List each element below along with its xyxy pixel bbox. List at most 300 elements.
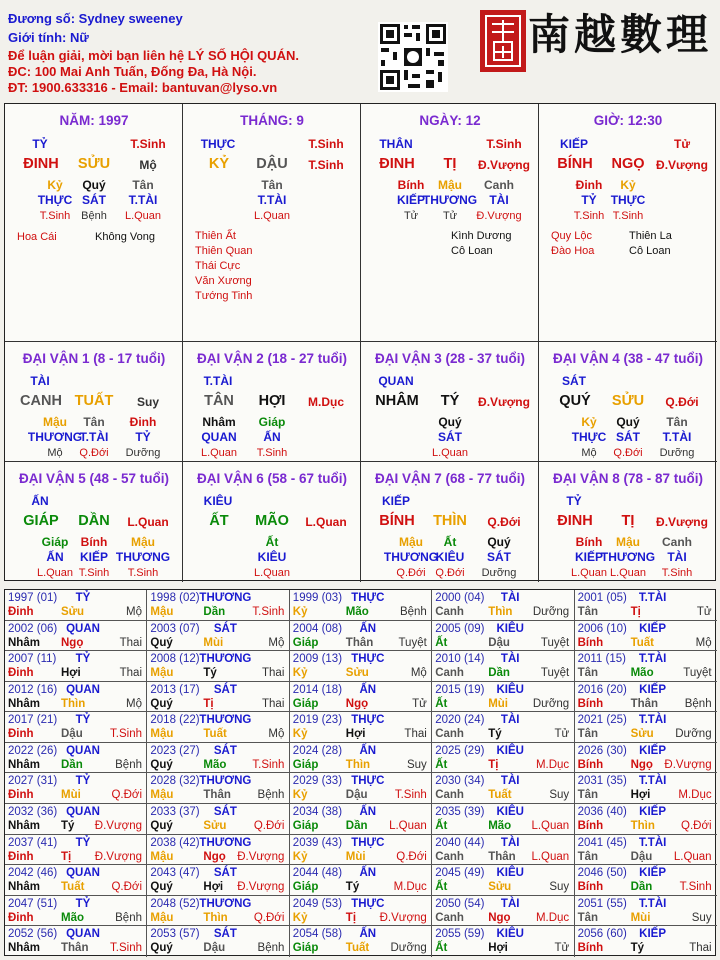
daivan-hidden-ten-god: SÁT [616,430,640,444]
year-label: 2014 (18) [292,683,343,696]
year-label: 2015 (19) [435,683,485,696]
pillar-star: Đào Hoa [551,245,595,257]
daivan-hidden-ten-god: SÁT [438,430,462,444]
daivan-hidden-stage: Mộ [581,447,597,459]
year-label: 2022 (26) [8,744,58,757]
year-stage: Thai [404,728,427,741]
year-stage: L.Quan [389,820,427,833]
year-ten-god: TÀI [500,775,520,788]
year-label: 2052 (56) [8,928,58,941]
year-branch: Ngọ [488,911,511,924]
pillar-stage: Đ.Vượng [656,158,708,172]
year-ten-god: KIÊU [496,622,524,635]
owner-name: Đương số: Sydney sweeney [8,11,183,26]
year-branch: Thân [488,850,516,863]
year-label: 2011 (15) [577,653,626,666]
pillar-stem: ĐINH [379,156,415,172]
daivan-hidden-stem: Canh [662,535,692,549]
year-label: 2054 (58) [292,928,343,941]
year-label: 2042 (46) [8,867,58,880]
hidden-stem: Bính [397,178,425,192]
year-label: 2009 (13) [292,653,343,666]
year-branch: Tuất [345,942,370,955]
year-stem: Canh [435,728,464,741]
hidden-stage: Tử [442,210,458,222]
year-ten-god: SÁT [213,867,237,880]
year-ten-god: KIẾP [639,683,667,696]
year-stem: Đinh [8,667,34,680]
daivan-stem: BÍNH [379,513,415,529]
year-stage: T.Sinh [679,881,712,894]
year-branch: Mão [203,758,227,771]
daivan-hidden-stem: Mậu [399,535,423,549]
year-stage: Q.Đới [681,820,712,833]
year-ten-god: THƯƠNG [199,653,252,666]
year-stem: Đinh [8,728,34,741]
year-branch: Sửu [488,881,512,894]
year-branch: Tị [345,911,357,924]
daivan-stem: QUÝ [559,393,591,409]
year-branch: Ngọ [61,636,84,649]
year-label: 2049 (53) [292,897,343,910]
pillar-right-ten-god: T.Sinh [486,137,522,151]
year-ten-god: TÀI [500,592,520,604]
year-ten-god: THƯƠNG [199,775,252,788]
daivan-hidden-stem: Tân [666,415,688,429]
daivan-hidden-stem: Bính [80,535,108,549]
year-branch: Tuất [630,636,655,649]
year-stage: Dưỡng [390,942,427,955]
daivan-branch: THÌN [433,513,467,529]
pillar-stage: Mộ [139,158,157,172]
pillar-star: Quy Lộc [551,230,592,242]
daivan-ten-god: SÁT [562,374,586,388]
hidden-ten-god: TÀI [489,193,509,207]
year-stage: Tử [554,942,570,955]
year-branch: Tị [630,606,641,618]
year-stem: Bính [577,820,604,833]
year-label: 2043 (47) [150,867,200,880]
year-label: 1999 (03) [292,592,343,604]
hidden-stage: Tử [403,210,419,222]
year-branch: Tuất [61,881,85,894]
year-branch: Thìn [203,911,228,924]
daivan-stem: NHÂM [375,393,419,409]
year-ten-god: TỶ [75,592,91,604]
daivan-stage: L.Quan [305,515,347,529]
year-stem: Quý [150,697,173,710]
year-label: 2028 (32) [150,775,200,788]
year-stem: Giáp [292,636,319,649]
pillar-ten-god: THÂN [379,137,413,151]
pillar-stem: KỶ [208,156,230,172]
pillar-stage: Đ.Vượng [478,158,530,172]
year-stem: Tân [577,667,599,680]
daivan-hidden-stem: Ất [443,535,457,549]
year-stem: Quý [150,636,173,649]
hidden-ten-god: KIẾP [396,193,426,207]
year-ten-god: THỰC [351,653,385,666]
year-label: 2046 (50) [577,867,627,880]
year-label: 2029 (33) [292,775,343,788]
daivan-hidden-ten-god: ẤN [46,550,64,564]
year-label: 2008 (12) [150,653,200,666]
daivan-hidden-stage: L.Quan [431,447,469,459]
year-stem: Giáp [292,942,319,955]
year-label: 2021 (25) [577,714,627,727]
pillar-star: Tướng Tinh [195,290,253,302]
daivan-title: ĐẠI VẬN 7 (68 - 77 tuổi) [374,471,526,486]
year-label: 2056 (60) [577,928,627,941]
year-stem: Nhâm [8,881,40,894]
year-ten-god: SÁT [213,683,237,696]
year-branch: Dậu [203,942,226,955]
daivan-hidden-ten-god: TỶ [135,430,151,444]
daivan-branch: TUẤT [74,393,114,409]
hidden-stage: T.Sinh [39,210,71,222]
daivan-title: ĐẠI VẬN 2 (18 - 27 tuổi) [196,351,348,366]
year-label: 2013 (17) [150,683,200,696]
year-ten-god: SÁT [213,806,237,819]
year-stage: Đ.Vượng [379,911,427,924]
year-label: 2031 (35) [577,775,627,788]
year-branch: Hợi [345,728,366,741]
year-stage: M.Dục [535,911,570,924]
year-stem: Tân [577,728,599,741]
year-label: 2018 (22) [150,714,200,727]
year-stage: M.Dục [678,789,712,802]
year-stage: M.Dục [393,881,427,894]
pillar-title: NGÀY: 12 [419,113,481,128]
year-branch: Hợi [203,881,224,894]
daivan-stage: Suy [136,395,160,409]
year-ten-god: TÀI [500,653,520,666]
daivan-hidden-stage: Dưỡng [125,447,161,459]
daivan-branch: SỬU [611,393,645,409]
year-label: 2002 (06) [8,622,58,635]
daivan-hidden-ten-god: KIẾP [574,550,604,564]
year-stem: Tân [577,789,599,802]
year-stem: Ất [435,881,448,894]
hidden-ten-god: SÁT [82,193,106,207]
year-branch: Thân [345,636,374,649]
daivan-title: ĐẠI VẬN 1 (8 - 17 tuổi) [22,351,166,366]
daivan-hidden-stem: Mậu [43,415,67,429]
daivan-ten-god: T.TÀI [203,374,233,388]
year-stem: Giáp [292,697,319,710]
year-label: 2000 (04) [435,592,485,604]
daivan-hidden-ten-god: KIẾP [79,550,109,564]
hidden-stem: Kỷ [47,178,63,192]
daivan-hidden-ten-god: THƯƠNG [27,430,83,444]
year-ten-god: ẤN [359,683,377,696]
daivan-ten-god: TỶ [566,494,582,508]
year-stem: Đinh [8,789,34,802]
pillar-right-ten-god: Tử [673,137,691,151]
year-branch: Thân [61,942,89,955]
year-stage: Đ.Vượng [237,850,285,863]
year-branch: Hợi [630,789,651,802]
year-stem: Nhâm [8,942,40,955]
pillar-chart [4,103,716,581]
year-branch: Dậu [345,789,368,802]
daivan-stage: Q.Đới [487,515,521,529]
year-stem: Bính [577,697,604,710]
year-label: 2024 (28) [292,744,343,757]
year-ten-god: ẤN [359,867,377,880]
year-branch: Dần [630,881,653,894]
year-ten-god: THƯƠNG [199,897,252,910]
year-label: 2023 (27) [150,744,200,757]
pillar-star: Cô Loan [451,245,493,257]
year-stem: Mậu [150,789,174,802]
year-branch: Hợi [488,942,508,955]
daivan-title: ĐẠI VẬN 3 (28 - 37 tuổi) [374,351,526,366]
year-label: 2053 (57) [150,928,200,941]
year-branch: Ngọ [630,758,653,771]
hidden-stage: L.Quan [124,210,162,222]
year-label: 2016 (20) [577,683,627,696]
year-label: 2005 (09) [435,622,485,635]
year-label: 2033 (37) [150,806,200,819]
year-branch: Dần [345,820,368,833]
pillar-star: Kình Dương [451,230,512,242]
address: ĐC: 100 Mai Anh Tuấn, Đống Đa, Hà Nội. [8,64,257,79]
year-branch: Thìn [345,758,371,771]
daivan-hidden-ten-god: KIÊU [435,550,465,564]
year-stage: T.Sinh [252,606,285,618]
year-stem: Canh [435,911,464,924]
year-ten-god: QUAN [66,806,100,819]
year-stage: Suy [549,789,570,802]
year-ten-god: ẤN [359,806,377,819]
year-stem: Kỷ [292,911,308,924]
pillar-star: Hoa Cái [17,231,57,243]
year-branch: Thân [630,697,659,710]
year-stem: Bính [577,636,604,649]
year-branch: Sửu [61,606,85,618]
daivan-hidden-stage: T.Sinh [127,567,159,579]
daivan-hidden-ten-god: KIÊU [257,550,287,564]
year-branch: Mão [345,606,369,618]
daivan-stage: Đ.Vượng [478,395,530,409]
year-stem: Bính [577,942,604,955]
year-label: 2055 (59) [435,928,485,941]
year-label: 2035 (39) [435,806,485,819]
brand-logo: 南越數理 [528,10,713,59]
year-stage: Tử [554,728,570,741]
year-branch: Dần [61,758,83,771]
daivan-hidden-stage: L.Quan [609,567,647,579]
daivan-hidden-stage: Q.Đới [435,567,465,579]
daivan-hidden-ten-god: THƯƠNG [383,550,439,564]
year-stage: Đ.Vượng [237,881,285,894]
year-stem: Canh [435,789,464,802]
year-label: 2044 (48) [292,867,343,880]
year-stem: Ất [435,636,448,649]
pillar-star: Thái Cực [195,260,241,272]
year-stem: Quý [150,758,173,771]
pillar-star: Cô Loan [629,245,671,257]
year-stem: Ất [435,820,448,833]
daivan-stage: Đ.Vượng [656,515,708,529]
year-stage: Đ.Vượng [94,820,142,833]
daivan-stage: Q.Đới [665,395,699,409]
hidden-ten-god: TỶ [581,193,597,207]
year-stem: Mậu [150,728,174,741]
year-stage: Thai [262,697,285,710]
year-stage: Đ.Vượng [94,850,142,863]
year-ten-god: THƯƠNG [199,592,252,604]
daivan-hidden-stem: Giáp [258,415,286,429]
daivan-hidden-stage: Q.Đới [79,447,109,459]
year-branch: Mùi [61,789,81,802]
year-branch: Dậu [630,850,653,863]
year-stage: Dưỡng [532,606,570,618]
year-label: 2020 (24) [435,714,485,727]
qr-code-icon [378,22,448,92]
year-branch: Mão [488,820,512,833]
year-ten-god: KIÊU [496,928,524,941]
daivan-hidden-stage: Q.Đới [396,567,426,579]
year-label: 2007 (11) [8,653,57,666]
year-stage: Suy [691,911,712,924]
hidden-ten-god: THỰC [37,193,73,207]
year-stem: Mậu [150,850,174,863]
year-ten-god: KIÊU [496,806,524,819]
year-stage: T.Sinh [252,758,285,771]
contact-note: Để luận giải, mời bạn liên hệ LÝ SỐ HỘI QUÁN. [8,48,299,63]
year-stage: T.Sinh [110,942,142,955]
red-seal-icon [480,10,526,72]
year-branch: Tị [488,758,499,771]
daivan-hidden-ten-god: T.TÀI [79,430,109,444]
year-label: 2038 (42) [150,836,200,849]
daivan-hidden-ten-god: T.TÀI [662,430,692,444]
year-stage: Mộ [126,606,142,618]
year-ten-god: TỶ [75,897,91,910]
pillar-branch: TỊ [443,156,457,172]
year-label: 2050 (54) [435,897,485,910]
year-stem: Mậu [150,606,174,618]
daivan-hidden-stem: Bính [575,535,603,549]
year-label: 2051 (55) [577,897,627,910]
daivan-hidden-ten-god: QUAN [201,430,237,444]
year-stage: Tuyệt [683,667,712,680]
daivan-hidden-ten-god: ẤN [263,430,281,444]
year-label: 2027 (31) [8,775,58,788]
daivan-ten-god: KIÊU [203,494,233,508]
daivan-hidden-stem: Quý [616,415,640,429]
year-stem: Bính [577,758,604,771]
hidden-ten-god: THỰC [610,193,646,207]
pillar-ten-god: TỶ [32,137,48,151]
year-ten-god: KIÊU [496,744,524,757]
daivan-branch: TỊ [621,513,635,529]
year-stage: L.Quan [673,850,712,863]
pillar-star: Thiên La [629,230,672,242]
daivan-hidden-stem: Mậu [131,535,155,549]
daivan-hidden-stem: Quý [438,415,462,429]
year-stem: Bính [577,881,604,894]
year-label: 2036 (40) [577,806,627,819]
year-stem: Quý [150,942,173,955]
daivan-stem: GIÁP [23,513,59,529]
hidden-ten-god: T.TÀI [128,193,158,207]
year-stem: Nhâm [8,636,40,649]
year-label: 2019 (23) [292,714,343,727]
year-stage: Q.Đới [253,911,285,924]
year-label: 2017 (21) [8,714,58,727]
year-ten-god: QUAN [66,867,100,880]
year-stem: Kỷ [292,789,308,802]
year-stage: Thai [119,667,142,680]
year-ten-god: QUAN [66,683,100,696]
year-stem: Quý [150,820,173,833]
year-branch: Tý [630,942,645,955]
year-branch: Tý [345,881,360,894]
year-branch: Tị [61,850,72,863]
daivan-stage: M.Dục [308,395,344,409]
year-ten-god: TÀI [500,897,520,910]
year-stage: Mộ [268,636,285,649]
year-ten-god: KIÊU [496,683,524,696]
year-stage: Bệnh [399,606,427,618]
year-stem: Canh [435,667,464,680]
year-stage: Mộ [695,636,712,649]
pillar-title: THÁNG: 9 [240,113,304,128]
daivan-stem: TÂN [204,393,234,409]
year-branch: Ngọ [203,850,226,863]
pillar-branch: SỬU [77,156,111,172]
pillar-ten-god: KIẾP [559,137,589,151]
year-ten-god: TỶ [75,653,91,666]
year-branch: Sửu [630,728,654,741]
year-label: 2026 (30) [577,744,627,757]
pillar-branch: DẬU [256,156,288,172]
hidden-stage: Bệnh [81,210,107,222]
hidden-stem: Canh [484,178,514,192]
daivan-hidden-stem: Giáp [41,535,69,549]
daivan-hidden-stage: Dưỡng [481,567,517,579]
year-stage: Tuyệt [540,636,570,649]
daivan-hidden-ten-god: THƯƠNG [115,550,171,564]
year-stage: Bệnh [115,911,142,924]
year-branch: Mão [630,667,654,680]
year-stage: T.Sinh [394,789,427,802]
year-stem: Tân [577,606,599,618]
daivan-title: ĐẠI VẬN 8 (78 - 87 tuổi) [552,471,704,486]
daivan-hidden-ten-god: THƯƠNG [600,550,656,564]
year-branch: Sửu [203,820,227,833]
daivan-stage: L.Quan [127,515,169,529]
year-stage: Suy [406,758,427,771]
daivan-branch: MÃO [255,513,289,529]
year-stage: Q.Đới [111,881,142,894]
year-ten-god: THƯƠNG [199,714,252,727]
year-branch: Mão [61,911,84,924]
daivan-hidden-stem: Đinh [129,415,157,429]
year-label: 2040 (44) [435,836,485,849]
daivan-ten-god: KIẾP [381,494,411,508]
year-stage: Tử [696,606,712,618]
year-stage: Dưỡng [675,728,712,741]
year-ten-god: TỶ [75,836,91,849]
year-branch: Hợi [61,667,81,680]
year-branch: Tý [203,667,217,680]
year-stage: Mộ [126,697,142,710]
pillar-stem: BÍNH [557,156,593,172]
